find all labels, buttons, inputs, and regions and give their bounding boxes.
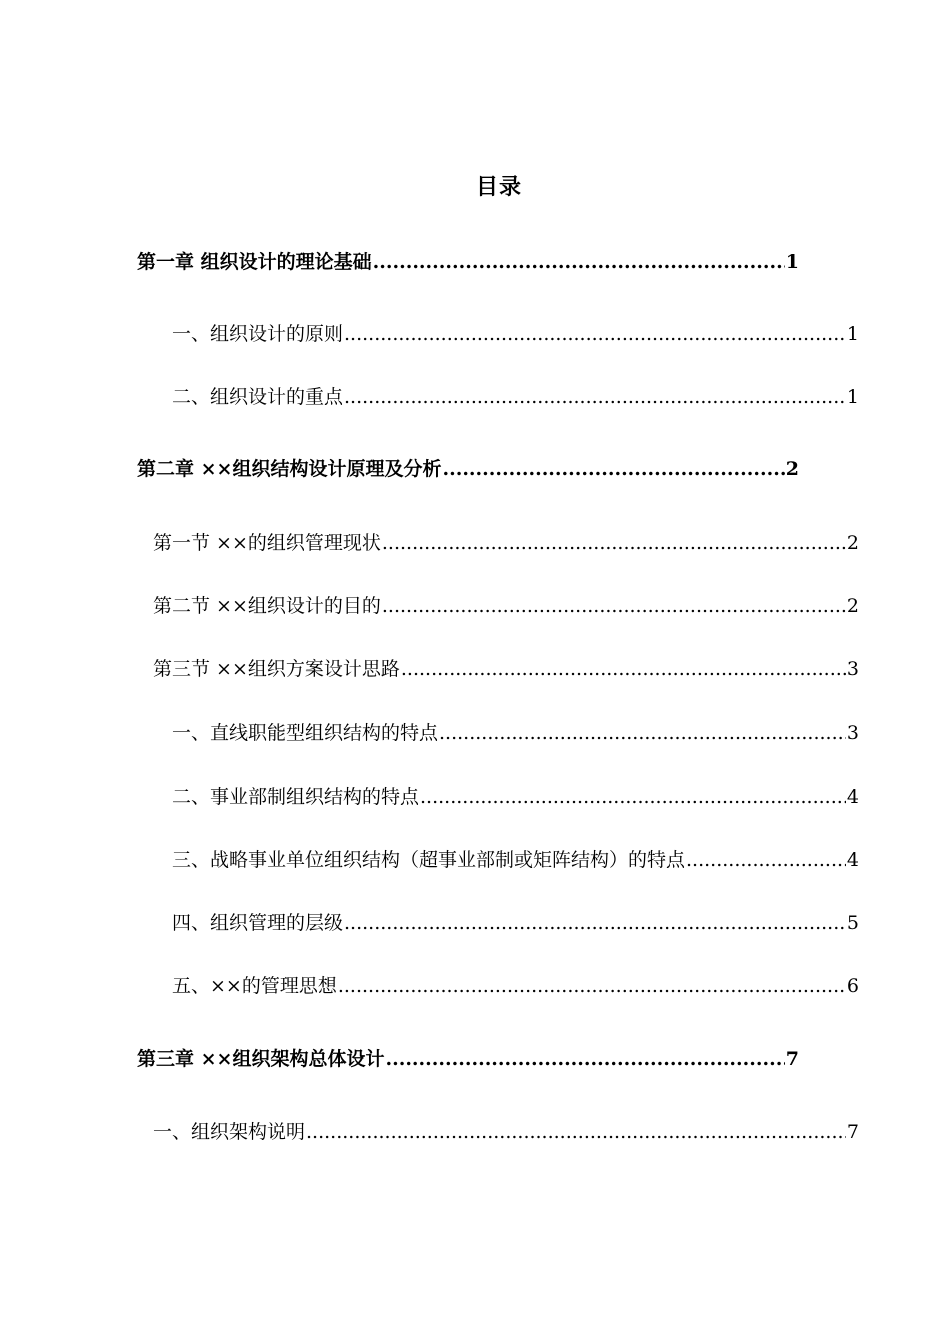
toc-entry-label: 三、战略事业单位组织结构（超事业部制或矩阵结构）的特点	[172, 849, 686, 871]
toc-entry-label: 第一节 ××的组织管理现状	[153, 532, 381, 554]
toc-entry-label: 一、组织架构说明	[153, 1121, 306, 1143]
dot-leader	[344, 383, 846, 411]
toc-entry-label: 第三章 ××组织架构总体设计	[137, 1048, 385, 1070]
toc-entry-label: 四、组织管理的层级	[172, 912, 344, 934]
toc-entry-3-1[interactable]	[153, 1118, 859, 1146]
toc-page-number: 4	[846, 786, 859, 808]
toc-entry-2-section-3[interactable]	[153, 655, 859, 683]
dot-leader	[401, 655, 846, 683]
toc-entry-label: 五、××的管理思想	[172, 975, 337, 997]
toc-entry-chapter-3[interactable]	[137, 1045, 799, 1073]
toc-entry-2-3-3[interactable]	[172, 846, 859, 874]
toc-page-number: 3	[846, 658, 859, 680]
dot-leader	[385, 1045, 784, 1073]
dot-leader	[306, 1118, 846, 1146]
toc-entry-label: 第二章 ××组织结构设计原理及分析	[137, 458, 442, 480]
toc-entry-2-3-2[interactable]	[172, 783, 859, 811]
dot-leader	[420, 783, 846, 811]
toc-entry-label: 一、组织设计的原则	[172, 323, 344, 345]
toc-entry-chapter-2[interactable]	[137, 455, 799, 483]
toc-entry-chapter-1[interactable]	[137, 248, 799, 276]
toc-page-number: 4	[846, 849, 859, 871]
toc-entry-2-section-2[interactable]	[153, 592, 859, 620]
toc-page-number: 3	[846, 722, 859, 744]
toc-entry-1-1[interactable]	[172, 320, 859, 348]
dot-leader	[382, 592, 846, 620]
dot-leader	[344, 320, 846, 348]
toc-entry-2-section-1[interactable]	[153, 529, 859, 557]
toc-entry-label: 二、组织设计的重点	[172, 386, 344, 408]
dot-leader	[338, 972, 846, 1000]
toc-entry-label: 第二节 ××组织设计的目的	[153, 595, 381, 617]
toc-entry-2-3-1[interactable]	[172, 719, 859, 747]
dot-leader	[686, 846, 846, 874]
toc-entry-2-3-5[interactable]	[172, 972, 859, 1000]
dot-leader	[439, 719, 846, 747]
dot-leader	[373, 248, 785, 276]
toc-entry-2-3-4[interactable]	[172, 909, 859, 937]
toc-page-number: 2	[846, 595, 859, 617]
toc-page-number: 7	[785, 1048, 799, 1070]
toc-page-number: 7	[846, 1121, 859, 1143]
toc-page-number: 5	[846, 912, 859, 934]
toc-entry-label: 一、直线职能型组织结构的特点	[172, 722, 439, 744]
dot-leader	[344, 909, 846, 937]
toc-entry-1-2[interactable]	[172, 383, 859, 411]
toc-page-number: 6	[846, 975, 859, 997]
toc-page-number: 1	[846, 323, 859, 345]
toc-page-number: 1	[846, 386, 859, 408]
dot-leader	[442, 455, 784, 483]
toc-page-number: 2	[785, 458, 799, 480]
toc-page-number: 1	[785, 251, 799, 273]
toc-page-number: 2	[846, 532, 859, 554]
dot-leader	[382, 529, 846, 557]
toc-entry-label: 第三节 ××组织方案设计思路	[153, 658, 400, 680]
toc-entry-label: 二、事业部制组织结构的特点	[172, 786, 420, 808]
toc-title: 目录	[475, 174, 522, 200]
toc-entry-label: 第一章 组织设计的理论基础	[137, 251, 372, 273]
